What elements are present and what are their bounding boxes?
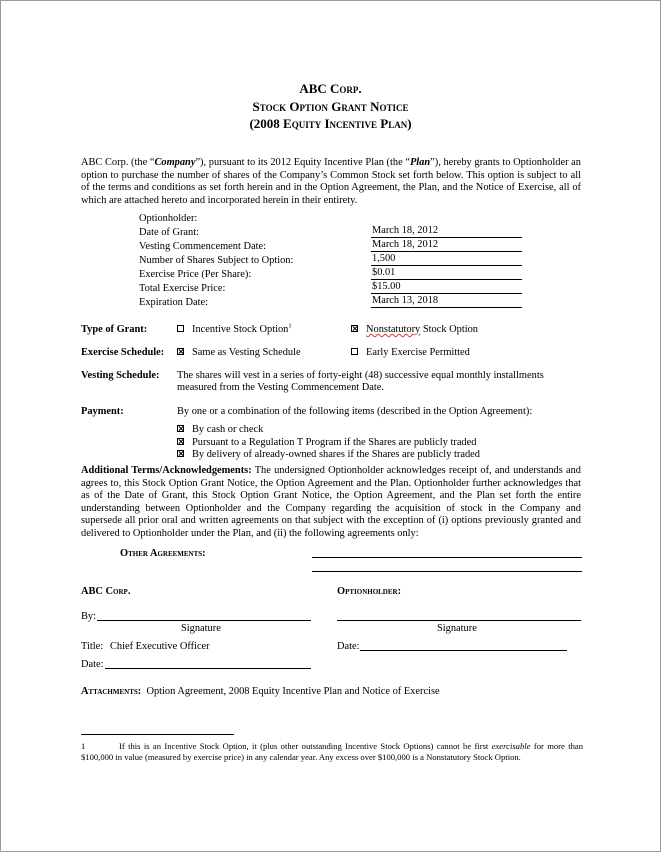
incentive-checkbox[interactable] <box>177 325 184 332</box>
company-term: Company <box>154 157 196 168</box>
company-date-line[interactable] <box>105 668 311 669</box>
nonstatutory-option-label <box>366 324 478 335</box>
detail-label-optionholder: Optionholder: <box>139 213 198 224</box>
exercise-schedule-label: Exercise Schedule: <box>81 347 165 358</box>
intro-text-2: ”), pursuant to its 2012 Equity Incentive Plan (the “ <box>195 157 410 168</box>
payment-cash-label: By cash or check <box>192 424 264 435</box>
payment-cash-checkbox[interactable] <box>177 425 184 432</box>
payment-shares-checkbox[interactable] <box>177 450 184 457</box>
payment-label: Payment: <box>81 406 124 417</box>
optionholder-signature-caption: Signature <box>437 623 477 634</box>
early-exercise-label: Early Exercise Permitted <box>366 347 470 358</box>
footnote-ref: 1 <box>288 322 292 330</box>
other-agreements-line-1[interactable] <box>312 557 582 558</box>
footnote-separator <box>81 734 234 735</box>
company-date-label: Date: <box>81 659 104 670</box>
plan-title: (2008 Equity Incentive Plan) <box>249 116 412 131</box>
incentive-option-label: Incentive Stock Option <box>192 324 289 335</box>
detail-label-exercise-price: Exercise Price (Per Share): <box>139 269 252 280</box>
grant-type-label: Type of Grant: <box>81 324 148 335</box>
exercise-same-as-vesting-option[interactable] <box>177 346 301 359</box>
same-as-vesting-checkbox[interactable] <box>177 348 184 355</box>
detail-label-date-of-grant: Date of Grant: <box>139 227 200 238</box>
company-title <box>1 81 660 97</box>
detail-value-total-price[interactable]: $15.00 <box>371 281 522 294</box>
early-exercise-checkbox[interactable] <box>351 348 358 355</box>
plan-term: Plan <box>409 157 431 168</box>
additional-terms-label: Additional Terms/Acknowledgements: <box>81 465 252 476</box>
footnote-text-after: for more than $100,000 in value (measured by exercise price) in any calendar year. Any excess over $100,000 is a Nonstatutory Stock Option. <box>81 741 584 762</box>
detail-value-exercise-price[interactable]: $0.01 <box>371 267 522 280</box>
detail-label-vesting-date: Vesting Commencement Date: <box>139 241 266 252</box>
notice-title: Stock Option Grant Notice <box>252 99 409 114</box>
optionholder-date-line[interactable] <box>360 650 567 651</box>
other-agreements-line-2[interactable] <box>312 571 582 572</box>
by-label: By: <box>81 611 97 622</box>
company-signature-line[interactable] <box>97 620 311 621</box>
same-as-vesting-label: Same as Vesting Schedule <box>192 347 301 358</box>
other-agreements-label: Other Agreements: <box>120 548 206 559</box>
intro-text-3: ”), hereby grants to Optionholder an option to purchase the number of shares of the Company’s Common Stock set forth below. This option is subject to all of the terms and conditions as set forth herein and in the Option Agreement, the Plan, and the Notice of Exercise, all of which are attached hereto and incorporated herein in their entirety. <box>81 157 581 206</box>
optionholder-signature-line[interactable] <box>337 620 581 621</box>
company-signature-caption: Signature <box>181 623 221 634</box>
grant-type-incentive-option[interactable] <box>177 323 292 336</box>
intro-paragraph <box>81 157 581 207</box>
detail-label-shares: Number of Shares Subject to Option: <box>139 255 294 266</box>
payment-item-cash[interactable] <box>177 423 263 436</box>
additional-terms-text: The undersigned Optionholder acknowledges receipt of, and understands and agrees to, this Stock Option Grant Notice, the Option Agreement and the Plan. Optionholder further acknowledges that as of the Date of Grant, this Stock Option Grant Notice, the Option Agreement, and the Plan set forth the entire understanding between Optionholder and the Company regarding the acquisition of stock in the Company and supersede all prior oral and written agreements on that subject with the exception of (i) options previously granted and delivered to Optionholder under the Plan, and (ii) the following agreements only: <box>81 465 581 539</box>
payment-shares-label: By delivery of already-owned shares if the Shares are publicly traded <box>192 449 480 460</box>
spellcheck-mark: Nonstatutory <box>366 324 421 335</box>
footnote-marker: 1 <box>81 741 86 751</box>
payment-regt-checkbox[interactable] <box>177 438 184 445</box>
detail-value-shares[interactable]: 1,500 <box>371 253 522 266</box>
detail-label-total-price: Total Exercise Price: <box>139 283 226 294</box>
footnote-text-before: If this is an Incentive Stock Option, it (plus other outstanding Incentive Stock Options) cannot be first <box>119 741 492 751</box>
attachments-row <box>81 685 440 698</box>
footnote-emphasis: exercisable <box>491 741 531 751</box>
grant-type-nonstatutory-option[interactable] <box>351 323 478 336</box>
optionholder-date-label: Date: <box>337 641 360 652</box>
company-signature-heading: ABC Corp. <box>81 586 131 597</box>
title-value: Chief Executive Officer <box>110 641 210 652</box>
exercise-early-option[interactable] <box>351 346 470 359</box>
payment-intro: By one or a combination of the following items (described in the Option Agreement): <box>177 406 533 417</box>
vesting-schedule-label: Vesting Schedule: <box>81 370 160 381</box>
detail-value-vesting-date[interactable]: March 18, 2012 <box>371 239 522 252</box>
detail-label-expiration: Expiration Date: <box>139 297 208 308</box>
vesting-schedule-line2: measured from the Vesting Commencement Date. <box>177 382 384 393</box>
payment-item-shares[interactable] <box>177 448 480 461</box>
attachments-text: Option Agreement, 2008 Equity Incentive Plan and Notice of Exercise <box>146 686 440 697</box>
nonstatutory-checkbox[interactable] <box>351 325 358 332</box>
additional-terms-paragraph <box>81 465 581 540</box>
payment-regt-label: Pursuant to a Regulation T Program if the Shares are publicly traded <box>192 437 477 448</box>
intro-text-1: ABC Corp. (the “ <box>81 157 155 168</box>
detail-value-date-of-grant[interactable]: March 18, 2012 <box>371 225 522 238</box>
attachments-label: Attachments: <box>81 686 142 697</box>
title-label: Title: <box>81 641 104 652</box>
detail-value-expiration[interactable]: March 13, 2018 <box>371 295 522 308</box>
company-name: ABC Corp. <box>299 81 362 96</box>
footnote-text <box>81 741 583 763</box>
nonstatutory-text: Nonstatutory Stock Option <box>366 324 478 335</box>
vesting-schedule-line1: The shares will vest in a series of forty-eight (48) successive equal monthly installments <box>177 370 544 381</box>
optionholder-signature-heading: Optionholder: <box>337 586 402 597</box>
